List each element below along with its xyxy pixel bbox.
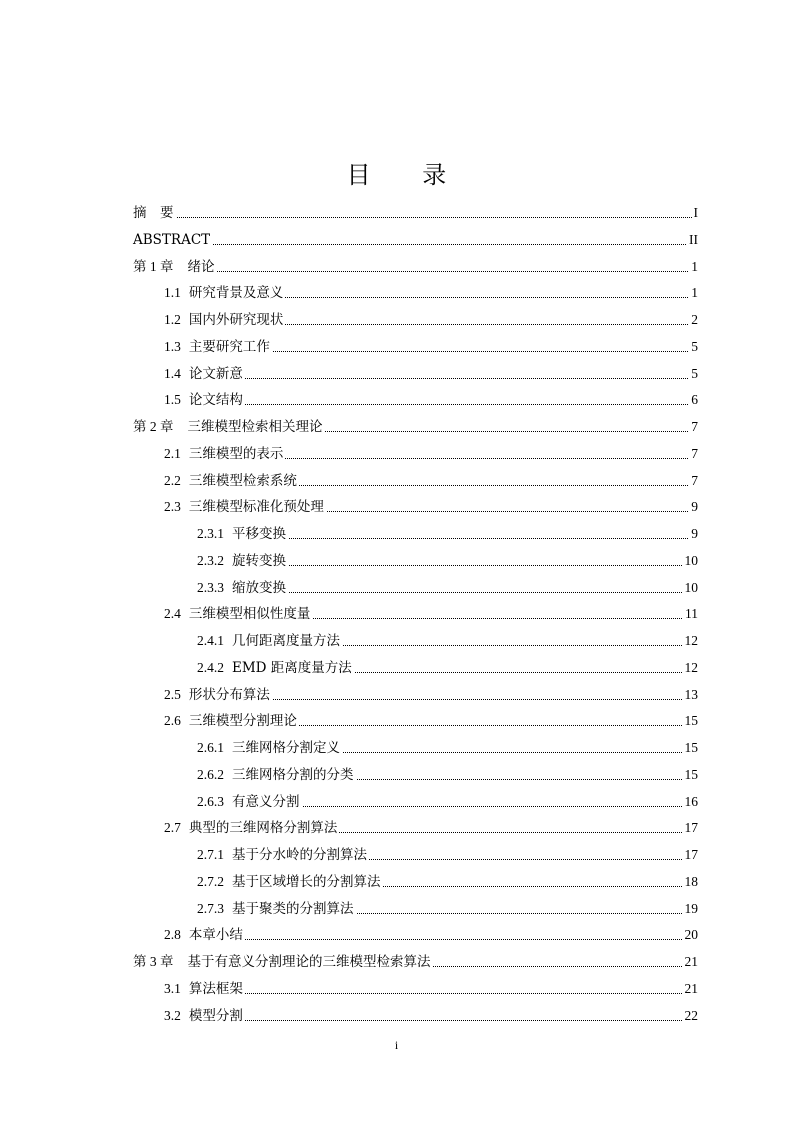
toc-entry-label xyxy=(164,601,312,628)
toc-entry-text: 三维模型分割理论 xyxy=(188,713,297,730)
toc-entry[interactable] xyxy=(133,762,698,789)
toc-entry-number: 2.8 xyxy=(164,927,181,943)
toc-entry[interactable] xyxy=(133,789,698,816)
toc-entry-text: 绪论 xyxy=(187,258,215,275)
toc-entry[interactable] xyxy=(133,575,698,602)
toc-entry-label xyxy=(197,628,342,655)
toc-entry-page: 7 xyxy=(689,468,698,495)
toc-entry-text: 基于聚类的分割算法 xyxy=(232,900,354,917)
toc-entry[interactable] xyxy=(133,227,698,254)
toc-entry-page: I xyxy=(692,200,699,227)
toc-entry-text: 摘 要 xyxy=(133,205,174,221)
dot-leader xyxy=(133,271,698,272)
toc-entry-text: 有意义分割 xyxy=(232,793,300,810)
toc-entry-text: 模型分割 xyxy=(188,1007,243,1024)
toc-entry-number: 2.7.1 xyxy=(197,847,224,862)
toc-entry-page: 15 xyxy=(683,735,699,762)
toc-entry-number: 2.6 xyxy=(164,713,181,729)
toc-entry-page: 10 xyxy=(683,575,699,602)
toc-entry[interactable] xyxy=(133,628,698,655)
toc-entry[interactable] xyxy=(133,334,698,361)
toc-entry-label xyxy=(164,387,245,414)
toc-entry-label xyxy=(197,655,354,682)
toc-entry[interactable] xyxy=(133,441,698,468)
toc-entry-number: 3.2 xyxy=(164,1007,181,1023)
toc-entry-page: 18 xyxy=(683,869,699,896)
toc-entry-page: 5 xyxy=(689,361,698,388)
toc-entry-label xyxy=(164,494,326,521)
toc-entry-label xyxy=(164,361,245,388)
toc-entry-text: 平移变换 xyxy=(232,526,286,542)
toc-entry-label xyxy=(164,307,285,334)
dot-leader xyxy=(133,217,698,218)
toc-entry-page: 10 xyxy=(683,548,699,575)
toc-entry-page: 1 xyxy=(689,254,698,281)
toc-entry-label xyxy=(164,334,272,361)
toc-entry-page: 17 xyxy=(683,815,699,842)
toc-entry-label xyxy=(197,548,288,575)
toc-entry[interactable] xyxy=(133,494,698,521)
toc-entry-page: 12 xyxy=(683,655,699,682)
page-title: 目 录 xyxy=(346,161,469,189)
toc-entry-label xyxy=(133,949,433,976)
toc-entry[interactable] xyxy=(133,521,698,548)
toc-entry-number: 2.2 xyxy=(164,472,181,488)
toc-entry-page: 19 xyxy=(683,896,699,923)
toc-entry-number: 1.3 xyxy=(164,338,181,354)
toc-entry-number: 2.5 xyxy=(164,686,181,702)
toc-entry-number: 2.3 xyxy=(164,499,181,515)
toc-entry[interactable] xyxy=(133,307,698,334)
toc-entry-text: 旋转变换 xyxy=(232,552,286,569)
toc-entry-number: 2.4.2 xyxy=(197,659,224,675)
toc-entry-number: 1.4 xyxy=(164,365,181,381)
toc-entry[interactable] xyxy=(133,869,698,896)
toc-entry-label xyxy=(164,280,285,307)
toc-entry-page: 15 xyxy=(683,708,699,735)
toc-entry[interactable] xyxy=(133,896,698,923)
toc-entry-page: 9 xyxy=(689,521,698,548)
toc-entry-page: 11 xyxy=(683,601,698,628)
toc-entry[interactable] xyxy=(133,708,698,735)
toc-entry-page: 9 xyxy=(689,494,698,521)
toc-entry-page: 22 xyxy=(683,1003,699,1030)
toc-entry-label xyxy=(133,254,217,281)
toc-entry-label xyxy=(133,200,176,227)
toc-entry-text: 基于有意义分割理论的三维模型检索算法 xyxy=(187,954,431,970)
dot-leader xyxy=(133,244,698,245)
toc-entry-number: 2.1 xyxy=(164,445,181,461)
toc-entry[interactable] xyxy=(133,601,698,628)
toc-entry[interactable] xyxy=(133,200,698,227)
table-of-contents xyxy=(133,200,698,1029)
toc-entry-page: 16 xyxy=(683,789,699,816)
toc-entry-label xyxy=(164,682,272,709)
toc-entry-number: 2.7 xyxy=(164,820,181,836)
toc-entry-number: 2.3.1 xyxy=(197,526,224,541)
toc-entry-page: 15 xyxy=(683,762,699,789)
toc-entry-number: 第 1 章 xyxy=(133,258,174,274)
toc-entry-number: 2.6.2 xyxy=(197,766,224,782)
toc-entry-text: 三维网格分割的分类 xyxy=(232,766,354,783)
toc-entry[interactable] xyxy=(133,842,698,869)
toc-entry-page: 6 xyxy=(689,387,698,414)
toc-entry-text: 基于区域增长的分割算法 xyxy=(232,873,381,890)
toc-entry-text: 三维网格分割定义 xyxy=(232,740,340,756)
toc-entry-text: 算法框架 xyxy=(188,980,243,997)
toc-entry-page: II xyxy=(687,227,698,254)
toc-entry-number: 1.2 xyxy=(164,312,181,327)
toc-entry-page: 7 xyxy=(689,441,698,468)
toc-entry-text: 三维模型检索相关理论 xyxy=(187,419,323,435)
toc-entry-label xyxy=(197,869,383,896)
toc-entry[interactable] xyxy=(133,548,698,575)
toc-entry-label xyxy=(197,762,356,789)
toc-entry-label xyxy=(164,468,299,495)
toc-entry[interactable] xyxy=(133,387,698,414)
toc-entry[interactable] xyxy=(133,1003,698,1030)
toc-entry-page: 2 xyxy=(689,307,698,334)
toc-entry-number: 2.4.1 xyxy=(197,633,224,648)
toc-entry-number: 2.7.3 xyxy=(197,900,224,916)
toc-entry-number: 2.3.2 xyxy=(197,552,224,568)
toc-entry-text: 几何距离度量方法 xyxy=(232,633,340,649)
toc-entry-page: 21 xyxy=(683,949,699,976)
toc-entry-label xyxy=(164,441,285,468)
toc-entry[interactable] xyxy=(133,949,698,976)
toc-entry[interactable] xyxy=(133,468,698,495)
toc-entry-number: 第 3 章 xyxy=(133,954,174,969)
toc-entry[interactable] xyxy=(133,254,698,281)
toc-entry-label xyxy=(197,735,342,762)
toc-entry-page: 21 xyxy=(683,976,699,1003)
toc-entry-text: 缩放变换 xyxy=(232,579,286,596)
toc-entry-text: 三维模型的表示 xyxy=(188,445,284,462)
toc-entry-number: 第 2 章 xyxy=(133,419,174,434)
toc-entry-label xyxy=(133,414,325,441)
toc-entry-page: 5 xyxy=(689,334,698,361)
toc-entry[interactable] xyxy=(133,735,698,762)
toc-entry-label xyxy=(164,976,245,1003)
toc-entry-text: 三维模型检索系统 xyxy=(188,472,297,489)
toc-entry[interactable] xyxy=(133,682,698,709)
toc-entry-label xyxy=(133,227,212,254)
toc-entry-text: 三维模型标准化预处理 xyxy=(188,499,324,516)
toc-entry-number: 2.3.3 xyxy=(197,579,224,595)
toc-entry-label xyxy=(164,1003,245,1030)
toc-entry[interactable] xyxy=(133,815,698,842)
toc-entry[interactable] xyxy=(133,414,698,441)
toc-entry[interactable] xyxy=(133,655,698,682)
toc-entry-label xyxy=(197,896,356,923)
toc-entry-text: 形状分布算法 xyxy=(188,686,270,703)
footer-page-number: i xyxy=(394,1038,399,1052)
toc-entry-label xyxy=(197,575,288,602)
toc-entry-text: 本章小结 xyxy=(188,927,243,944)
toc-entry-page: 12 xyxy=(683,628,699,655)
toc-entry[interactable] xyxy=(133,922,698,949)
toc-entry-page: 1 xyxy=(689,280,698,307)
toc-entry-number: 3.1 xyxy=(164,980,181,996)
toc-entry-number: 1.1 xyxy=(164,285,181,301)
toc-entry-text: 研究背景及意义 xyxy=(188,285,284,302)
toc-entry-text: EMD 距离度量方法 xyxy=(232,659,352,676)
toc-entry-number: 1.5 xyxy=(164,392,181,408)
toc-entry-label xyxy=(164,815,339,842)
toc-entry-label xyxy=(197,521,288,548)
toc-entry-label xyxy=(164,922,245,949)
toc-entry[interactable] xyxy=(133,976,698,1003)
toc-entry-page: 20 xyxy=(683,922,699,949)
toc-entry-label xyxy=(197,789,302,816)
toc-entry-text: 论文新意 xyxy=(188,365,243,382)
toc-entry-text: 论文结构 xyxy=(188,392,243,409)
toc-entry-text: ABSTRACT xyxy=(133,231,211,248)
toc-entry-number: 2.7.2 xyxy=(197,873,224,889)
toc-entry[interactable] xyxy=(133,280,698,307)
toc-entry-text: 三维模型相似性度量 xyxy=(188,606,311,623)
toc-entry-text: 基于分水岭的分割算法 xyxy=(232,847,367,863)
toc-entry-text: 典型的三维网格分割算法 xyxy=(188,820,338,837)
toc-entry-text: 主要研究工作 xyxy=(188,338,270,355)
toc-entry-number: 2.6.3 xyxy=(197,793,224,809)
toc-entry-label xyxy=(164,708,299,735)
toc-entry[interactable] xyxy=(133,361,698,388)
toc-entry-number: 2.6.1 xyxy=(197,740,224,755)
toc-entry-page: 13 xyxy=(683,682,699,709)
toc-entry-page: 7 xyxy=(689,414,698,441)
toc-entry-text: 国内外研究现状 xyxy=(188,312,284,328)
toc-entry-label xyxy=(197,842,369,869)
toc-entry-page: 17 xyxy=(683,842,699,869)
toc-entry-number: 2.4 xyxy=(164,606,181,622)
